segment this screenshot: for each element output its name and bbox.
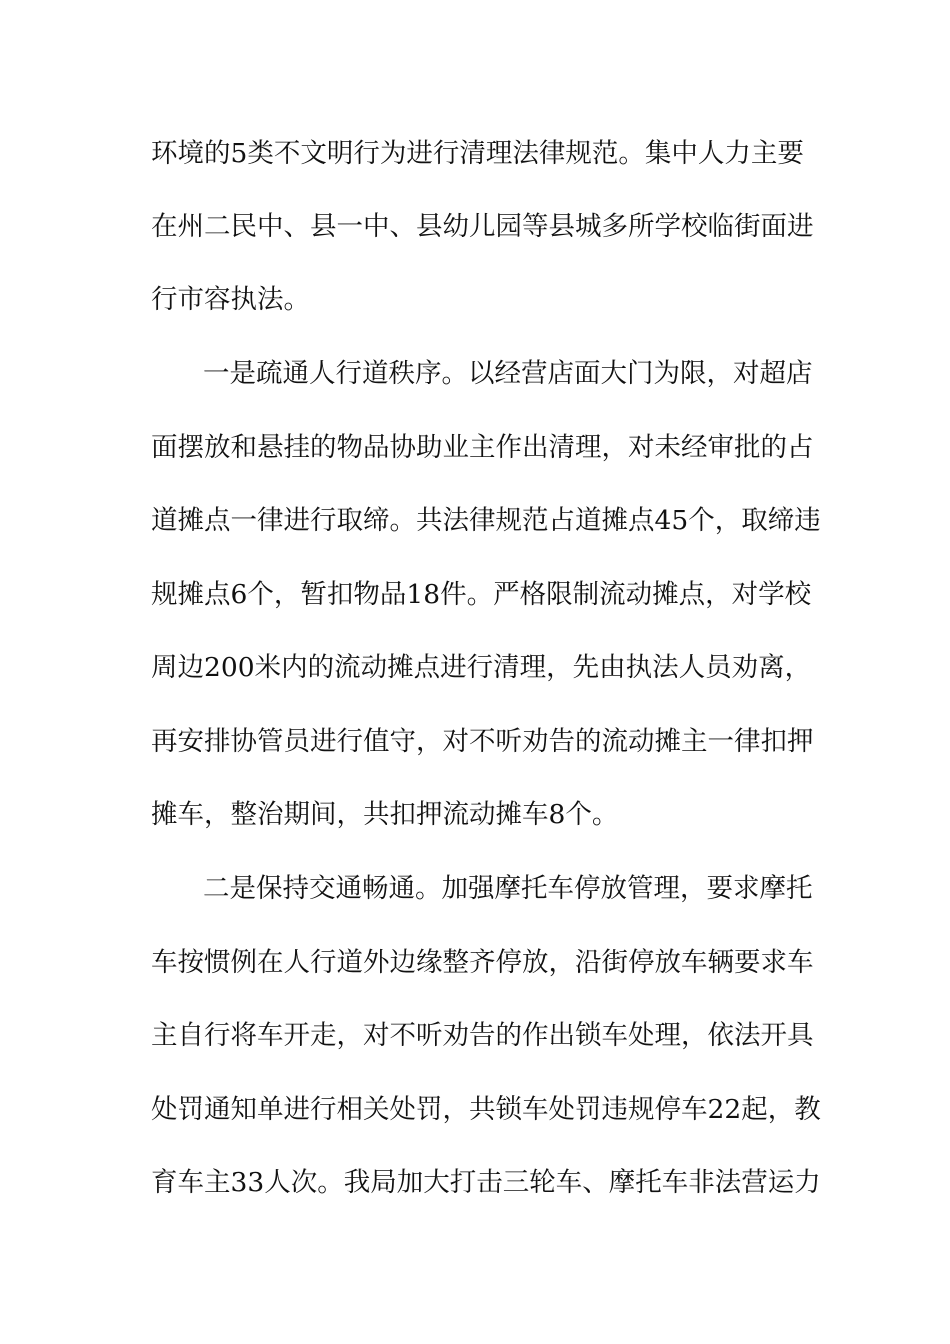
paragraph-1-line-4: 规摊点6个，暂扣物品18件。严格限制流动摊点，对学校: [151, 579, 812, 610]
paragraph-1-line-3: 道摊点一律进行取缔。共法律规范占道摊点45个，取缔违: [151, 505, 821, 536]
paragraph-1-line-6: 再安排协管员进行值守，对不听劝告的流动摊主一律扣押: [151, 726, 814, 757]
paragraph-2-line-3: 主自行将车开走，对不听劝告的作出锁车处理，依法开具: [151, 1020, 814, 1051]
paragraph-2-line-1: 二是保持交通畅通。加强摩托车停放管理，要求摩托: [203, 873, 813, 904]
paragraph-1-line-7: 摊车，整治期间，共扣押流动摊车8个。: [151, 799, 619, 830]
paragraph-1-line-5: 周边200米内的流动摊点进行清理，先由执法人员劝离，: [151, 652, 812, 683]
paragraph-2-line-4: 处罚通知单进行相关处罚，共锁车处罚违规停车22起，教: [151, 1094, 821, 1125]
text-line-3: 行市容执法。: [151, 284, 310, 315]
paragraph-1-line-2: 面摆放和悬挂的物品协助业主作出清理，对未经审批的占: [151, 432, 814, 463]
text-line-2: 在州二民中、县一中、县幼儿园等县城多所学校临街面进: [151, 211, 814, 242]
paragraph-2-line-5: 育车主33人次。我局加大打击三轮车、摩托车非法营运力: [151, 1167, 821, 1198]
paragraph-1-line-1: 一是疏通人行道秩序。以经营店面大门为限，对超店: [203, 358, 813, 389]
paragraph-2-line-2: 车按惯例在人行道外边缘整齐停放，沿街停放车辆要求车: [151, 947, 814, 978]
text-line-1: 环境的5类不文明行为进行清理法律规范。集中人力主要: [151, 138, 804, 169]
